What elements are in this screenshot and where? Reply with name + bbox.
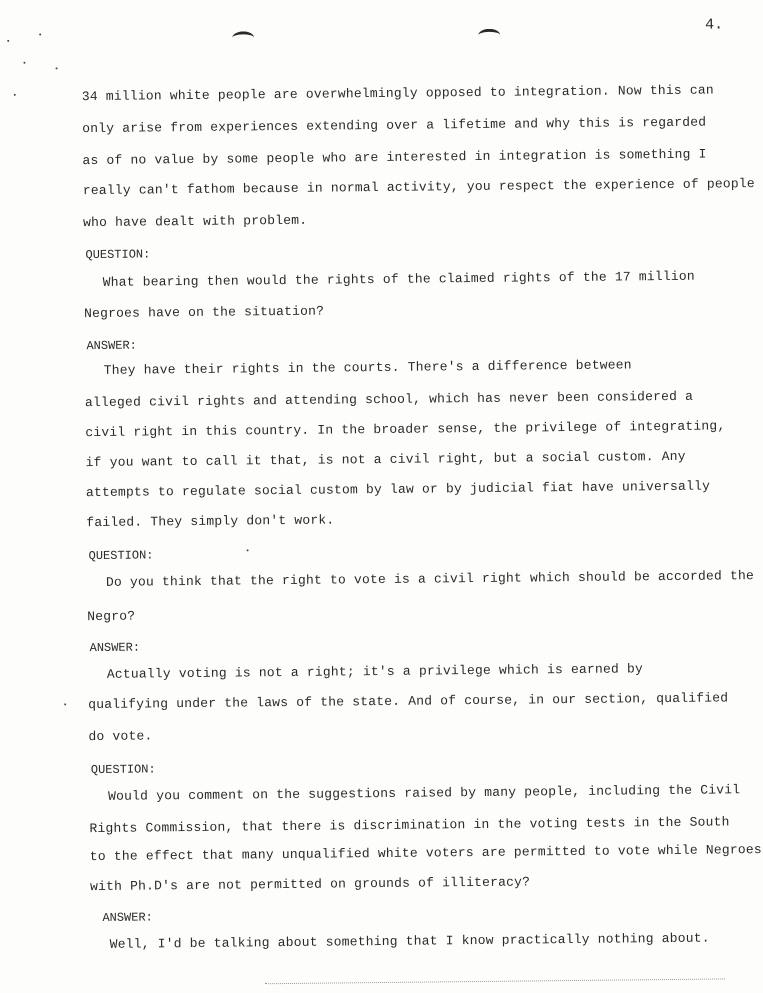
scan-speck xyxy=(7,40,9,42)
text-line: attempts to regulate social custom by law or by judicial fiat have universally xyxy=(85,478,711,501)
text-line: Negro? xyxy=(87,608,136,625)
text-line: 34 million white people are overwhelmingly opposed to integration. Now this can xyxy=(81,82,714,105)
scan-speck xyxy=(64,703,66,705)
text-line: alleged civil rights and attending school, which has never been considered a xyxy=(84,388,694,411)
text-line: really can't fathom because in normal activity, you respect the experience of people xyxy=(82,176,755,199)
text-line: Negroes have on the situation? xyxy=(84,303,325,322)
question-label: QUESTION: xyxy=(90,762,156,778)
answer-label: ANSWER: xyxy=(86,338,137,354)
question-label: QUESTION: xyxy=(88,548,154,564)
text-line: only arise from experiences extending over a lifetime and why this is regarded xyxy=(82,114,707,137)
text-line: to the effect that many unqualified white voters are permitted to vote while Negroes xyxy=(89,842,762,865)
punch-hole-mark xyxy=(478,29,500,42)
text-line: Do you think that the right to vote is a civil right which should be accorded the xyxy=(105,568,755,590)
text-line: What bearing then would the rights of the claimed rights of the 17 million xyxy=(102,268,695,290)
scan-edge-line xyxy=(265,978,725,984)
text-line: Actually voting is not a right; it's a privilege which is earned by xyxy=(106,661,644,682)
text-line: if you want to call it that, is not a civil right, but a social custom. Any xyxy=(85,448,686,471)
text-line: failed. They simply don't work. xyxy=(86,512,335,531)
text-line: with Ph.D's are not permitted on grounds of illiteracy? xyxy=(90,874,531,895)
text-line: They have their rights in the courts. There's a difference between xyxy=(103,357,632,378)
text-line: Well, I'd be talking about something that I know practically nothing about. xyxy=(109,930,710,952)
text-line: civil right in this country. In the broader sense, the privilege of integrating, xyxy=(85,418,726,441)
question-label: QUESTION: xyxy=(85,247,151,263)
text-line: as of no value by some people who are interested in integration is something I xyxy=(82,146,707,169)
text-line: do vote. xyxy=(88,728,153,745)
text-line: who have dealt with problem. xyxy=(83,212,308,231)
scan-speck xyxy=(23,62,25,64)
scan-speck xyxy=(39,34,41,36)
scan-speck xyxy=(56,67,58,69)
answer-label: ANSWER: xyxy=(89,640,141,656)
answer-label: ANSWER: xyxy=(102,910,153,925)
scan-speck xyxy=(247,549,249,551)
scan-speck xyxy=(14,94,16,96)
text-line: qualifying under the laws of the state. And of course, in our section, qualified xyxy=(88,690,729,713)
punch-hole-mark xyxy=(232,31,254,44)
text-line: Would you comment on the suggestions raised by many people, including the Civil xyxy=(108,782,741,804)
page-number: 4. xyxy=(705,16,724,34)
text-line: Rights Commission, that there is discrimination in the voting tests in the South xyxy=(89,814,730,837)
